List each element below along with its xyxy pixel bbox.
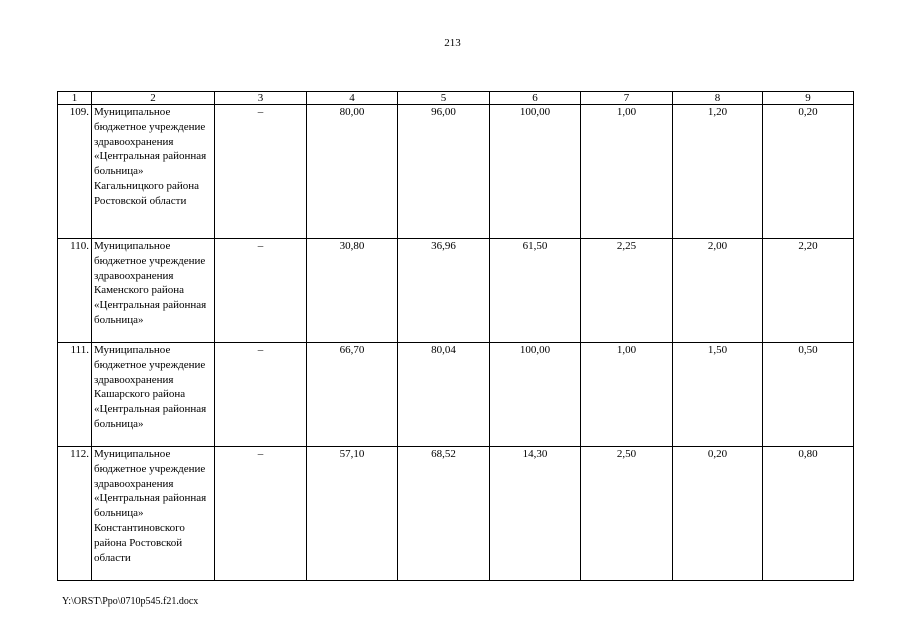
cell-col7: 2,25 <box>581 239 673 343</box>
cell-col4: 80,00 <box>307 105 398 239</box>
cell-col5: 68,52 <box>398 447 490 581</box>
cell-col7: 2,50 <box>581 447 673 581</box>
institution-name: Муниципальное бюджетное учреждение здравоохранения «Центральная районная больница» Кагальницкого района Ростовской области <box>92 105 215 239</box>
cell-col5: 80,04 <box>398 343 490 447</box>
cell-col5: 36,96 <box>398 239 490 343</box>
table-row <box>58 105 854 239</box>
cell-col6: 100,00 <box>490 105 581 239</box>
column-header: 6 <box>490 92 581 105</box>
column-header: 4 <box>307 92 398 105</box>
cell-col8: 2,00 <box>673 239 763 343</box>
page-number: 213 <box>444 37 461 49</box>
cell-col9: 0,20 <box>763 105 854 239</box>
column-header: 2 <box>92 92 215 105</box>
column-header: 5 <box>398 92 490 105</box>
cell-col6: 100,00 <box>490 343 581 447</box>
cell-col3: – <box>215 105 307 239</box>
cell-col3: – <box>215 239 307 343</box>
cell-col6: 61,50 <box>490 239 581 343</box>
cell-col7: 1,00 <box>581 105 673 239</box>
institution-name: Муниципальное бюджетное учреждение здравоохранения «Центральная районная больница» Константиновского района Ростовской области <box>92 447 215 581</box>
header-row <box>58 92 854 105</box>
row-number: 111. <box>58 343 92 447</box>
column-header: 1 <box>58 92 92 105</box>
cell-col4: 66,70 <box>307 343 398 447</box>
institution-name: Муниципальное бюджетное учреждение здравоохранения Кашарского района «Центральная районная больница» <box>92 343 215 447</box>
cell-col9: 0,50 <box>763 343 854 447</box>
cell-col5: 96,00 <box>398 105 490 239</box>
row-number: 110. <box>58 239 92 343</box>
institution-name: Муниципальное бюджетное учреждение здравоохранения Каменского района «Центральная районная больница» <box>92 239 215 343</box>
column-header: 9 <box>763 92 854 105</box>
row-number: 109. <box>58 105 92 239</box>
table-row <box>58 239 854 343</box>
cell-col4: 30,80 <box>307 239 398 343</box>
table-row <box>58 447 854 581</box>
cell-col3: – <box>215 447 307 581</box>
cell-col9: 2,20 <box>763 239 854 343</box>
cell-col4: 57,10 <box>307 447 398 581</box>
column-header: 7 <box>581 92 673 105</box>
cell-col8: 1,20 <box>673 105 763 239</box>
cell-col8: 0,20 <box>673 447 763 581</box>
column-header: 3 <box>215 92 307 105</box>
cell-col9: 0,80 <box>763 447 854 581</box>
column-header: 8 <box>673 92 763 105</box>
cell-col6: 14,30 <box>490 447 581 581</box>
cell-col8: 1,50 <box>673 343 763 447</box>
data-table <box>57 91 854 581</box>
row-number: 112. <box>58 447 92 581</box>
cell-col7: 1,00 <box>581 343 673 447</box>
cell-col3: – <box>215 343 307 447</box>
footer-file-path: Y:\ORST\Ppo\0710p545.f21.docx <box>62 596 199 607</box>
table-row <box>58 343 854 447</box>
